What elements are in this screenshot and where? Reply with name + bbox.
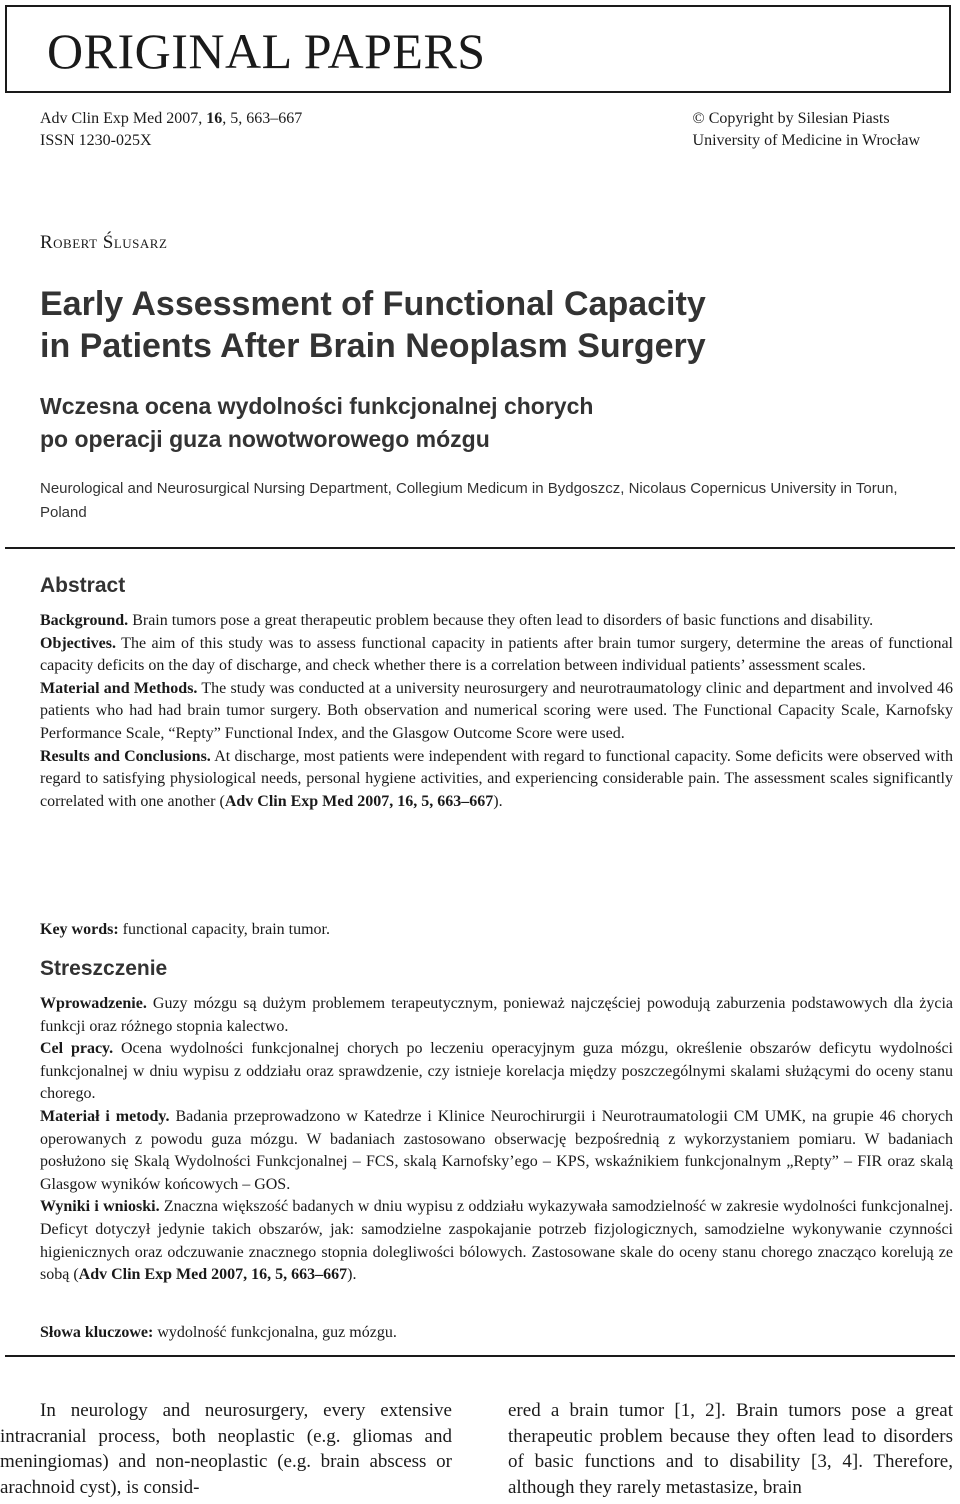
streszczenie-heading: Streszczenie [40,957,168,980]
streszczenie-aim-text: Ocena wydolności funkcjonalnej chorych po leczeniu operacyjnym guza mózgu, określenie obszarów deficytu wydolności funkcjonalnej w dniu wypisu z oddziału oraz sprawdzenie, czy istnieje korelacja między poszczególnymi skalami służącymi do oceny stanu chorego. [40,1040,953,1103]
article-title-en-line-1: Early Assessment of Functional Capacity [40,285,706,323]
abstract-background-label: Background. [40,612,129,629]
abstract-methods-label: Material and Methods. [40,679,198,697]
body-column-left [0,1398,452,1500]
abstract-methods [40,678,953,746]
affiliation: Neurological and Neurosurgical Nursing Department, Collegium Medicum in Bydgoszcz, Nicolaus Copernicus University in Torun, Poland [40,480,898,521]
abstract-methods-text: The study was conducted at a university neurosurgery and neurotraumatology clinic and department and involved 46 patients who had had brain tumor surgery. Both observation and numerical scoring were used. The Functional Capacity Scale, Karnofsky Performance Scale, “Repty” Functional Index, and the Glasgow Outcome Score were used. [40,679,953,742]
abstract-background-text: Brain tumors pose a great therapeutic problem because they often lead to disorders of basic functions and disability. [128,612,874,629]
abstract-objectives-label: Objectives. [40,634,116,652]
streszczenie-methods [40,1106,953,1196]
section-title: ORIGINAL PAPERS [47,23,486,79]
streszczenie-results-citation: Adv Clin Exp Med 2007, 16, 5, 663–667 [78,1266,348,1284]
article-title-en [40,283,920,367]
streszczenie-keywords [40,1322,397,1344]
article-title-en-line-2: in Patients After Brain Neoplasm Surgery [40,327,706,365]
streszczenie-results-text: Znaczna większość badanych w dniu wypisu z oddziału wykazywała samodzielność w zakresie wydolności funkcjonalnej. Deficyt dotyczył jedynie takich obszarów, jak: samodzielne zaspokajanie potrzeb fizjologicznych, samodzielne wykonywanie czynności higienicznych oraz odczuwanie znacznego stopnia dolegliwości bólowych. Zastosowane skale do oceny stanu chorego znacząco korelują ze sobą ( [40,1198,953,1284]
section-header-box [5,5,951,93]
abstract-results-citation: Adv Clin Exp Med 2007, 16, 5, 663–667 [224,792,494,810]
streszczenie-intro [40,993,953,1038]
copyright-info [693,108,920,152]
divider-bottom [5,1355,955,1357]
article-title-pl-line-2: po operacji guza nowotworowego mózgu [40,426,490,452]
streszczenie-body [40,993,953,1287]
streszczenie-methods-text: Badania przeprowadzono w Katedrze i Klinice Neurochirurgii i Neurotraumatologii CM UMK, na grupie 46 chorych operowanych z powodu guza mózgu. W badaniach zastosowano obserwację bezpośrednią z wykorzystaniem pomiaru. W badaniach posłużono się Skalą Wydolności Funkcjonalnej – FCS, skalą Karnofsky’ego – KPS, wskaźnikiem funkcjonalnym „Repty” – FIR oraz skalą Glasgow wyników końcowych – GOS. [40,1107,954,1193]
article-title-pl-line-1: Wczesna ocena wydolności funkcjonalnej chorych [40,393,594,419]
streszczenie-keywords-text: wydolność funkcjonalna, guz mózgu. [153,1324,397,1341]
abstract-heading: Abstract [40,574,126,597]
abstract-keywords [40,919,330,941]
abstract-results-text: At discharge, most patients were independent with regard to functional capacity. Some deficits were observed with regard to satisfying physiological needs, personal hygiene activities, and experiencing considerable pain. The assessment scales significantly correlated with one another ( [40,747,954,810]
abstract-keywords-text: functional capacity, brain tumor. [118,921,330,938]
abstract-objectives [40,633,953,678]
streszczenie-methods-label: Materiał i metody. [40,1107,170,1125]
abstract-body [40,610,953,813]
abstract-background [40,610,953,633]
abstract-objectives-text: The aim of this study was to assess functional capacity in patients after brain tumor surgery, determine the areas of functional capacity deficits on the day of discharge, and check whether there is a correlation between individual patients’ assessment scales. [40,634,953,675]
streszczenie-aim [40,1038,953,1106]
body-column-right [508,1398,953,1500]
abstract-keywords-label: Key words: [40,921,119,938]
abstract-results-end: ). [493,792,503,810]
streszczenie-keywords-label: Słowa kluczowe: [40,1324,154,1341]
streszczenie-results [40,1196,953,1286]
divider-top [5,547,955,549]
journal-issn: ISSN 1230-025X [40,132,152,149]
body-paragraph-left: In neurology and neurosurgery, every extensive intracranial process, both neoplastic (e.g. gliomas and meningiomas) and non-neoplastic (e.g. brain abscess or arachnoid cyst), is consid- [0,1400,452,1498]
streszczenie-results-label: Wyniki i wnioski. [40,1198,160,1216]
journal-citation-suffix: , 5, 663–667 [222,110,303,127]
streszczenie-intro-label: Wprowadzenie. [40,995,147,1012]
journal-info [40,108,302,152]
article-title-pl [40,390,920,456]
streszczenie-aim-label: Cel pracy. [40,1040,114,1058]
streszczenie-results-end: ). [347,1266,357,1284]
abstract-results [40,746,953,814]
journal-citation [40,108,302,130]
journal-citation-prefix: Adv Clin Exp Med 2007, [40,110,207,127]
abstract-results-label: Results and Conclusions. [40,747,211,765]
body-paragraph-right: ered a brain tumor [1, 2]. Brain tumors pose a great therapeutic problem because they often lead to disorders of basic functions and to disability [3, 4]. Therefore, although they rarely metastasize, brain [508,1400,953,1498]
journal-volume: 16 [206,110,223,127]
author-name: Robert Ślusarz [40,232,168,253]
streszczenie-intro-text: Guzy mózgu są dużym problemem terapeutycznym, ponieważ najczęściej powodują zaburzenia podstawowych dla życia funkcji oraz różnego stopnia kalectwo. [40,995,953,1035]
copyright-line-2: University of Medicine in Wrocław [692,132,920,149]
copyright-line-1: © Copyright by Silesian Piasts [692,110,890,127]
